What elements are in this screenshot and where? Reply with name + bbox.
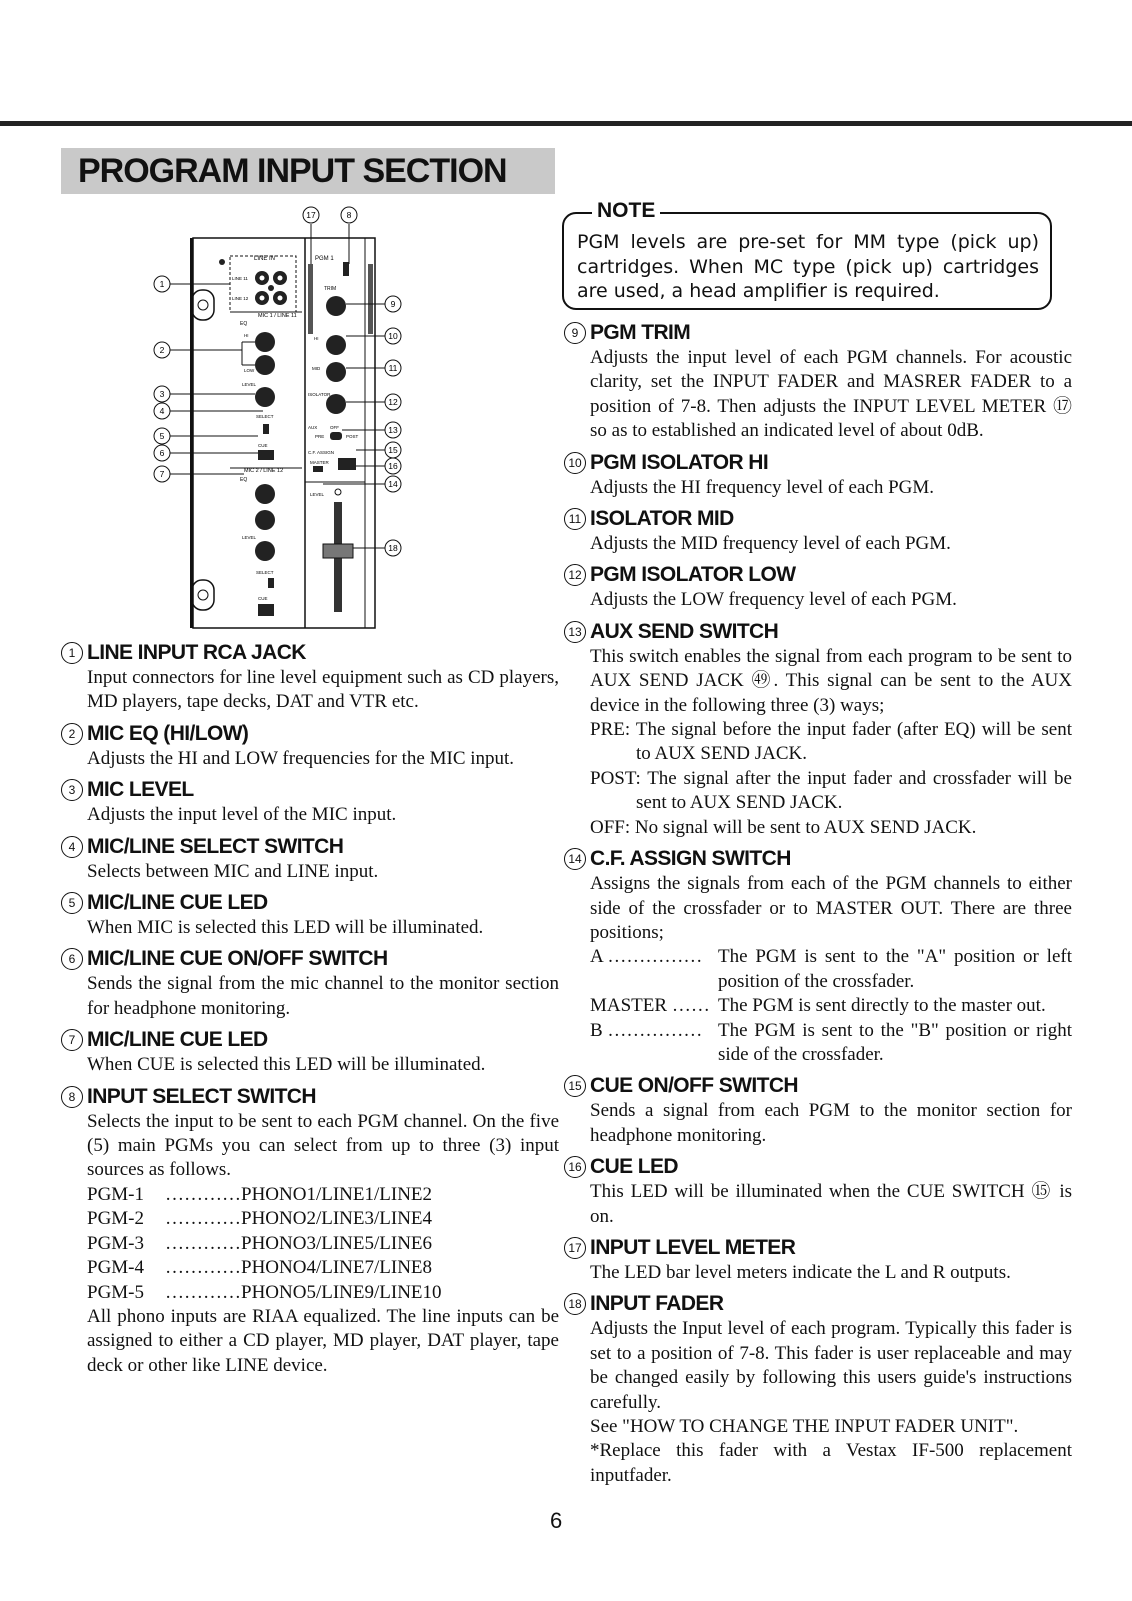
item-body-extra: See "HOW TO CHANGE THE INPUT FADER UNIT". (590, 1416, 1019, 1437)
svg-text:MIC 2 / LINE 12: MIC 2 / LINE 12 (244, 468, 284, 474)
svg-text:PRE: PRE (315, 434, 325, 439)
svg-text:MIC 1 / LINE 11: MIC 1 / LINE 11 (258, 313, 297, 319)
note-label: NOTE (592, 198, 660, 224)
svg-text:7: 7 (159, 469, 165, 479)
note-text: PGM levels are pre-set for MM type (pick up) cartridges. When MC type (pick up) cartridges are used, a head amplifier is required. (577, 231, 1039, 302)
item-6 (61, 946, 559, 1021)
item-body: The LED bar level meters indicate the L and R outputs. (590, 1261, 1011, 1283)
mic2-hi-knob (255, 484, 275, 504)
page-number: 6 (550, 1508, 563, 1533)
list-item: B …………… The PGM is sent to the "B" position or right side of the crossfader. (590, 1019, 1072, 1065)
item-3 (61, 777, 559, 827)
item-body: This switch enables the signal from each program to be sent to AUX SEND JACK ㊾. This signal can be sent to the AUX device in the following three (3) ways; (590, 645, 1072, 716)
item-body-after: All phono inputs are RIAA equalized. The line inputs can be assigned to either a CD player, MD player, DAT player, tape deck or other like LINE device. (87, 1305, 559, 1376)
svg-text:CUE: CUE (258, 596, 268, 601)
cue-switch (258, 450, 274, 460)
svg-text:LOW: LOW (244, 368, 255, 373)
list-item: OFF: No signal will be sent to AUX SEND JACK. (590, 816, 977, 838)
item-body: Adjusts the input level of the MIC input. (87, 804, 397, 826)
aux-mode-list (590, 718, 1072, 840)
item-number: 9 (564, 322, 586, 344)
svg-text:3: 3 (159, 389, 165, 399)
item-number: 2 (61, 723, 83, 745)
svg-text:LEVEL: LEVEL (310, 492, 325, 497)
item-10 (564, 450, 1072, 500)
list-item: MASTER …… The PGM is sent directly to the master out. (590, 995, 1046, 1017)
svg-text:LEVEL: LEVEL (242, 382, 257, 387)
item-title: MIC/LINE SELECT SWITCH (87, 834, 344, 858)
top-rule (0, 121, 1132, 126)
list-item: PGM-5 …………PHONO5/LINE9/LINE10 (87, 1281, 442, 1303)
item-title: CUE ON/OFF SWITCH (590, 1074, 798, 1098)
item-title: MIC/LINE CUE LED (87, 1028, 268, 1052)
item-body: When MIC is selected this LED will be illuminated. (87, 917, 484, 939)
svg-text:SELECT: SELECT (256, 570, 274, 575)
svg-text:HI: HI (244, 333, 249, 338)
item-1 (61, 640, 559, 715)
item-body: This LED will be illuminated when the CUE SWITCH ⑮ is on. (590, 1181, 1072, 1227)
svg-text:PGM 1: PGM 1 (315, 256, 334, 262)
input-select-switch (343, 262, 349, 276)
level-meter-left (308, 264, 313, 334)
svg-text:OFF: OFF (330, 425, 339, 430)
item-body: Adjusts the LOW frequency level of each PGM. (590, 589, 957, 611)
item-number: 14 (564, 848, 586, 870)
list-item: PGM-3 …………PHONO3/LINE5/LINE6 (87, 1232, 433, 1254)
svg-text:10: 10 (388, 331, 398, 341)
item-body: Sends the signal from the mic channel to the monitor section for headphone monitoring. (87, 973, 559, 1019)
aux-switch (330, 432, 342, 440)
item-number: 10 (564, 452, 586, 474)
item-number: 17 (564, 1237, 586, 1259)
item-title: MIC LEVEL (87, 778, 194, 802)
item-title: PGM ISOLATOR LOW (590, 563, 796, 587)
item-body: Selects between MIC and LINE input. (87, 860, 379, 882)
svg-text:CUE: CUE (258, 443, 268, 448)
mount-hole-bottom (192, 580, 214, 610)
fader-knob (323, 544, 353, 558)
right-column (564, 320, 1072, 1494)
item-body: Input connectors for line level equipment such as CD players, MD players, tape decks, DAT and VTR etc. (87, 667, 559, 713)
svg-text:C.F. ASSIGN: C.F. ASSIGN (308, 450, 335, 455)
list-item: PGM-4 …………PHONO4/LINE7/LINE8 (87, 1257, 433, 1279)
select-switch (263, 424, 269, 434)
mic-hi-knob (255, 332, 275, 352)
svg-text:LEVEL: LEVEL (242, 535, 257, 540)
svg-text:LINE 12: LINE 12 (232, 296, 249, 301)
item-number: 11 (564, 508, 586, 530)
select-switch-2 (268, 578, 274, 588)
svg-text:SELECT: SELECT (256, 414, 274, 419)
item-number: 8 (61, 1086, 83, 1108)
pgm-trim-knob (326, 296, 346, 316)
left-column (61, 640, 559, 1384)
svg-text:2: 2 (159, 345, 165, 355)
item-title: ISOLATOR MID (590, 507, 734, 531)
item-4 (61, 834, 559, 884)
page-title: PROGRAM INPUT SECTION (78, 152, 507, 190)
item-12 (564, 562, 1072, 612)
item-title: INPUT SELECT SWITCH (87, 1084, 316, 1108)
item-title: LINE INPUT RCA JACK (87, 641, 306, 664)
list-item: POST: The signal after the input fader and crossfader will be sent to AUX SEND JACK. (590, 767, 1072, 814)
list-item: PRE: The signal before the input fader (after EQ) will be sent to AUX SEND JACK. (590, 719, 1072, 765)
item-number: 12 (564, 564, 586, 586)
list-item: PGM-1 …………PHONO1/LINE1/LINE2 (87, 1183, 433, 1205)
svg-text:ISOLATOR: ISOLATOR (308, 392, 331, 397)
svg-text:4: 4 (159, 406, 165, 416)
item-title: C.F. ASSIGN SWITCH (590, 847, 791, 871)
line-in-label: LINE IN (254, 256, 276, 262)
mic-level-knob (255, 387, 275, 407)
item-18 (564, 1291, 1072, 1488)
item-title: INPUT FADER (590, 1292, 724, 1316)
item-16 (564, 1154, 1072, 1229)
isolator-low-knob (326, 394, 346, 414)
svg-text:HI: HI (314, 336, 319, 341)
item-title: PGM TRIM (590, 321, 691, 344)
svg-text:12: 12 (388, 397, 398, 407)
item-15 (564, 1073, 1072, 1148)
item-title: PGM ISOLATOR HI (590, 450, 769, 474)
item-title: AUX SEND SWITCH (590, 619, 779, 643)
item-body: Assigns the signals from each of the PGM channels to either side of the crossfader or to MASTER OUT. There are three positions; (590, 873, 1072, 943)
item-body-extra: *Replace this fader with a Vestax IF-500 replacement inputfader. (590, 1440, 1072, 1486)
list-item: A …………… The PGM is sent to the "A" position or left position of the crossfader. (590, 946, 1072, 992)
svg-text:8: 8 (346, 210, 352, 220)
mic2-low-knob (255, 510, 275, 530)
item-2 (61, 721, 559, 771)
svg-text:5: 5 (159, 431, 165, 441)
item-body: Adjusts the Input level of each program. Typically this fader is set to a position of 7-8. This fader is user replaceable and may be changed easily by following this users guide's instructions carefully. (590, 1318, 1072, 1413)
mic-low-knob (255, 355, 275, 375)
isolator-mid-knob (326, 362, 346, 382)
item-body: Adjusts the HI and LOW frequencies for the MIC input. (87, 747, 515, 769)
item-number: 15 (564, 1075, 586, 1097)
svg-text:MASTER: MASTER (310, 460, 329, 465)
item-number: 1 (61, 642, 83, 664)
item-number: 4 (61, 836, 83, 858)
svg-text:18: 18 (388, 543, 398, 553)
cf-position-list (590, 945, 1072, 1067)
item-7 (61, 1027, 559, 1077)
item-title: CUE LED (590, 1155, 678, 1179)
item-body: Sends a signal from each PGM to the monitor section for headphone monitoring. (590, 1100, 1072, 1146)
item-body: Adjusts the MID frequency level of each PGM. (590, 533, 951, 555)
svg-text:15: 15 (388, 445, 398, 455)
item-9 (564, 320, 1072, 444)
item-8 (61, 1084, 559, 1378)
svg-text:EQ: EQ (240, 321, 248, 327)
item-14 (564, 846, 1072, 1067)
item-number: 18 (564, 1293, 586, 1315)
pgm-source-list (87, 1183, 559, 1305)
svg-text:6: 6 (159, 448, 165, 458)
item-title: MIC/LINE CUE ON/OFF SWITCH (87, 947, 388, 971)
item-number: 6 (61, 948, 83, 970)
item-body: Adjusts the HI frequency level of each PGM. (590, 476, 935, 498)
mount-hole-top (192, 290, 214, 320)
svg-text:14: 14 (388, 479, 398, 489)
svg-text:AUX: AUX (308, 425, 318, 430)
svg-text:1: 1 (159, 279, 165, 289)
item-number: 3 (61, 779, 83, 801)
cue-switch-2 (258, 604, 274, 616)
level-meter-right (368, 264, 373, 334)
svg-text:13: 13 (388, 425, 398, 435)
svg-text:MID: MID (312, 366, 321, 371)
svg-text:POST: POST (346, 434, 359, 439)
svg-text:17: 17 (306, 210, 316, 220)
isolator-hi-knob (326, 335, 346, 355)
svg-text:9: 9 (390, 299, 396, 309)
item-number: 7 (61, 1029, 83, 1051)
item-13 (564, 619, 1072, 840)
item-number: 16 (564, 1156, 586, 1178)
item-number: 13 (564, 621, 586, 643)
item-body: When CUE is selected this LED will be illuminated. (87, 1054, 486, 1076)
item-title: MIC EQ (HI/LOW) (87, 721, 249, 745)
panel-diagram (150, 202, 410, 632)
cf-assign-switch (313, 466, 323, 472)
item-number: 5 (61, 892, 83, 914)
item-title: MIC/LINE CUE LED (87, 891, 268, 915)
svg-text:EQ: EQ (240, 477, 248, 483)
svg-text:LINE 11: LINE 11 (232, 276, 248, 281)
svg-text:16: 16 (388, 461, 398, 471)
item-11 (564, 506, 1072, 556)
item-body: Selects the input to be sent to each PGM channel. On the five (5) main PGMs you can select from up to three (3) input sources as follows. (87, 1110, 559, 1181)
item-body: Adjusts the input level of each PGM channels. For acoustic clarity, set the INPUT FADER and MASRER FADER to a position of 7-8. Then adjusts the INPUT LEVEL METER ⑰ so as to established an indicated level of about 0dB. (590, 347, 1072, 442)
cue-button (338, 458, 356, 470)
svg-text:TRIM: TRIM (324, 286, 337, 292)
list-item: PGM-2 …………PHONO2/LINE3/LINE4 (87, 1208, 433, 1230)
mic2-level-knob (255, 541, 275, 561)
svg-text:11: 11 (388, 363, 398, 373)
item-5 (61, 890, 559, 940)
item-17 (564, 1235, 1072, 1285)
item-title: INPUT LEVEL METER (590, 1235, 796, 1259)
